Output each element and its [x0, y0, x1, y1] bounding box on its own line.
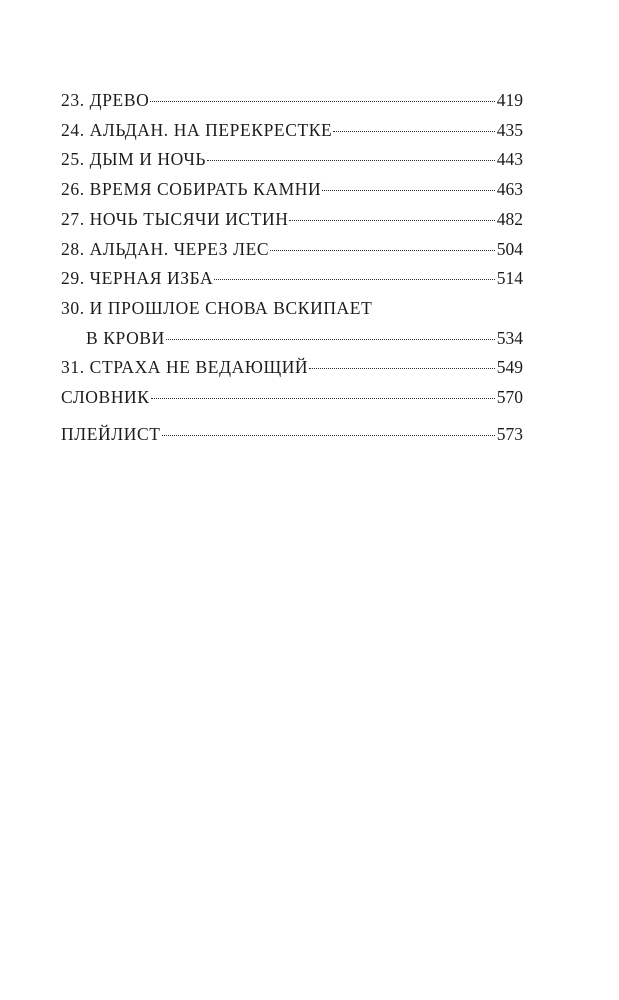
toc-title: АЛЬДАН. ЧЕРЕЗ ЛЕС: [89, 238, 270, 259]
toc-number: 25.: [61, 149, 85, 170]
toc-title: АЛЬДАН. НА ПЕРЕКРЕСТКЕ: [89, 119, 333, 140]
toc-line: [61, 145, 523, 175]
toc-title-line1: И ПРОШЛОЕ СНОВА ВСКИПАЕТ: [89, 297, 373, 318]
toc-title: НОЧЬ ТЫСЯЧИ ИСТИН: [89, 208, 289, 229]
toc-entry-29[interactable]: [61, 264, 523, 294]
toc-entry-playlist[interactable]: [61, 420, 523, 450]
toc-entry-23[interactable]: [61, 86, 523, 116]
toc-line: [61, 383, 523, 413]
dot-leader: [309, 368, 495, 369]
toc-entry-25[interactable]: [61, 145, 523, 175]
toc-line: [61, 175, 523, 205]
toc-number: 26.: [61, 179, 85, 200]
toc-page-number: 443: [496, 149, 523, 170]
toc-page-number: 504: [496, 238, 523, 259]
toc-line: [61, 294, 523, 324]
dot-leader: [289, 220, 494, 221]
toc-title: СТРАХА НЕ ВЕДАЮЩИЙ: [89, 357, 309, 378]
toc-page-number: 549: [496, 357, 523, 378]
dot-leader: [151, 398, 495, 399]
table-of-contents: [61, 86, 523, 449]
toc-number: 23.: [61, 90, 85, 110]
toc-line: [61, 205, 523, 235]
toc-number: 27.: [61, 208, 85, 229]
toc-entry-26[interactable]: [61, 175, 523, 205]
toc-page-number: 435: [496, 119, 523, 140]
toc-line: [61, 116, 523, 146]
toc-number: 31.: [61, 357, 85, 378]
toc-title: ЧЕРНАЯ ИЗБА: [89, 268, 214, 289]
toc-entry-28[interactable]: [61, 235, 523, 265]
toc-page-number: 514: [496, 268, 523, 289]
toc-page-number: 534: [496, 327, 523, 348]
toc-title-line2: В КРОВИ: [86, 327, 165, 348]
toc-entry-27[interactable]: [61, 205, 523, 235]
dot-leader: [162, 435, 495, 436]
toc-number: 28.: [61, 238, 85, 259]
toc-title: ПЛЕЙЛИСТ: [61, 423, 161, 444]
toc-line: [61, 264, 523, 294]
toc-title: ДЫМ И НОЧЬ: [89, 149, 207, 170]
toc-page-number: 419: [496, 90, 523, 110]
dot-leader: [150, 101, 494, 102]
toc-number: 30.: [61, 297, 85, 318]
dot-leader: [166, 339, 495, 340]
toc-entry-30[interactable]: [61, 294, 523, 353]
dot-leader: [214, 279, 494, 280]
toc-title: ДРЕВО: [89, 90, 150, 110]
toc-entry-24[interactable]: [61, 116, 523, 146]
toc-line: [61, 235, 523, 265]
toc-page-number: 463: [496, 179, 523, 200]
toc-entry-31[interactable]: [61, 353, 523, 383]
toc-line: [61, 353, 523, 383]
toc-line: [61, 324, 523, 354]
toc-title: ВРЕМЯ СОБИРАТЬ КАМНИ: [89, 179, 322, 200]
toc-page-number: 482: [496, 208, 523, 229]
toc-page-number: 573: [496, 423, 523, 444]
toc-line: [61, 420, 523, 450]
dot-leader: [322, 190, 495, 191]
toc-entry-slovnik[interactable]: [61, 383, 523, 413]
dot-leader: [333, 131, 494, 132]
toc-title: СЛОВНИК: [61, 387, 150, 408]
toc-page-number: 570: [496, 387, 523, 408]
dot-leader: [270, 250, 495, 251]
toc-number: 29.: [61, 268, 85, 289]
toc-number: 24.: [61, 119, 85, 140]
toc-line: [61, 86, 523, 116]
dot-leader: [207, 160, 495, 161]
